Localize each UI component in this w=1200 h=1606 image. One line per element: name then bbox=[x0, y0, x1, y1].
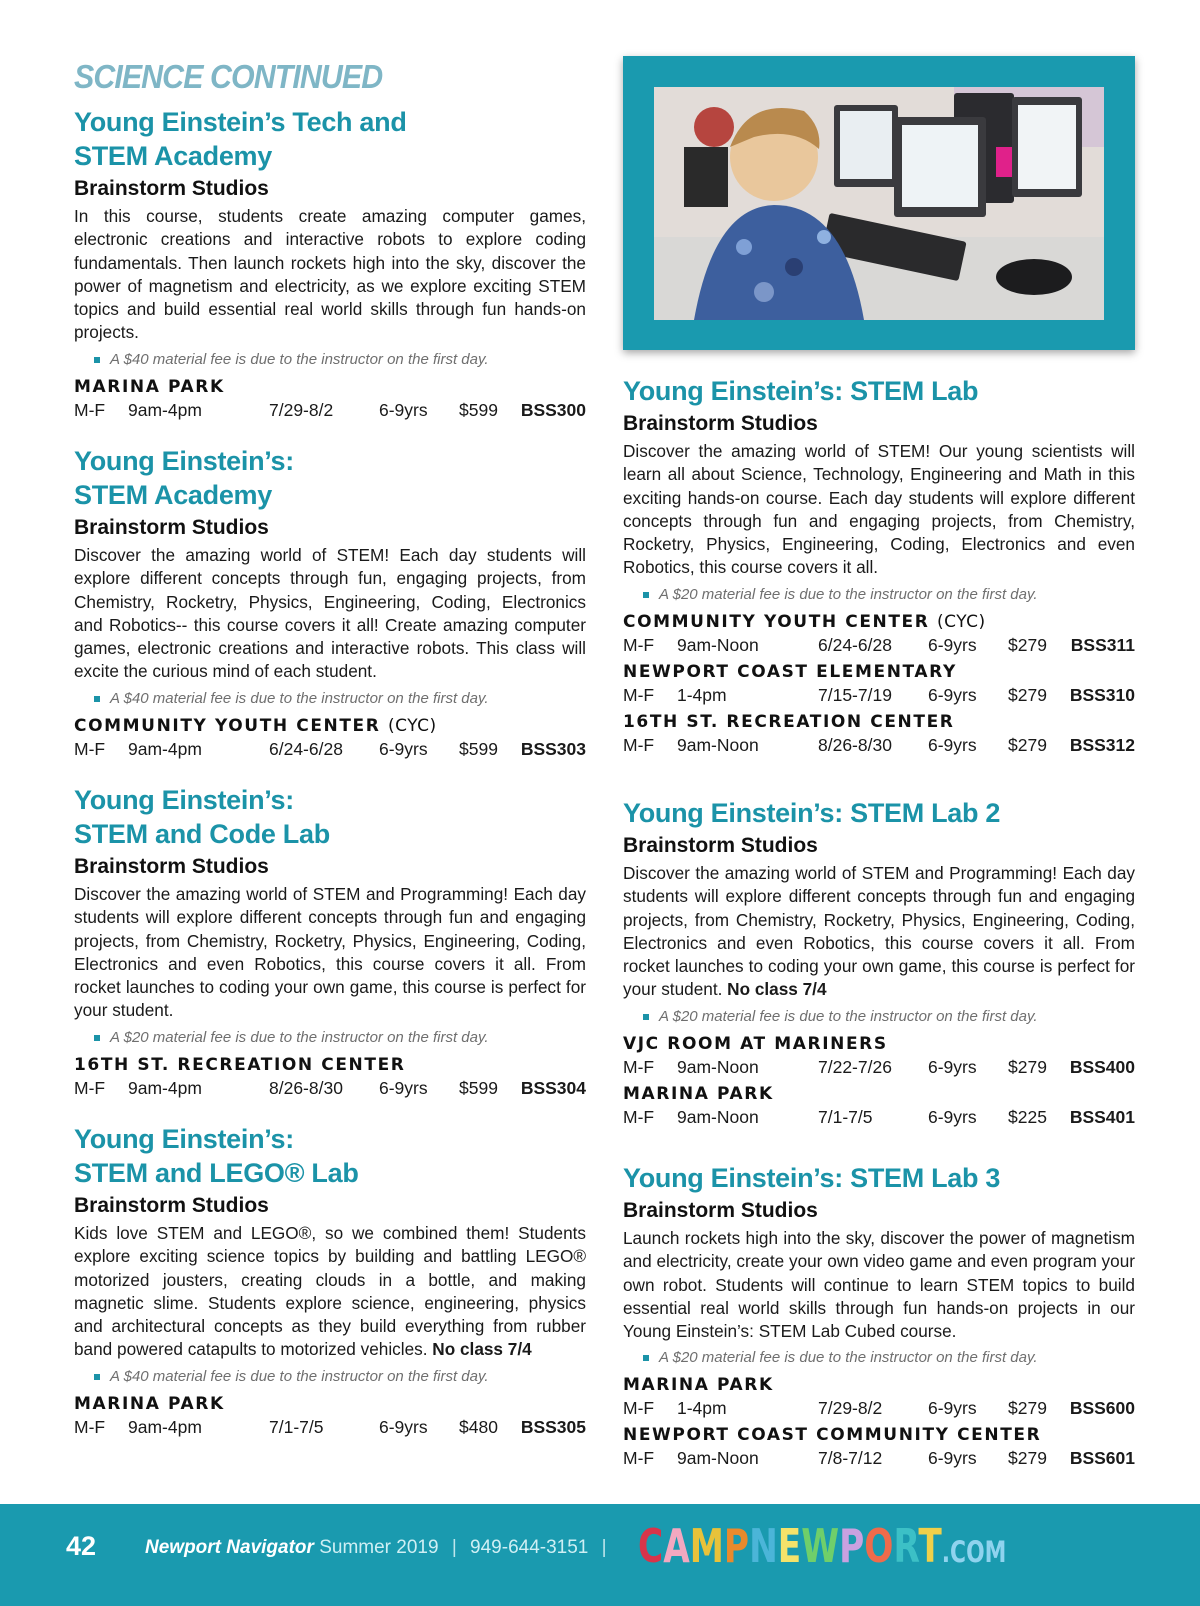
session-time: 9am-Noon bbox=[677, 1448, 759, 1469]
session-row bbox=[623, 633, 1135, 657]
provider-name: Brainstorm Studios bbox=[74, 177, 269, 200]
session-price: $599 bbox=[459, 1077, 498, 1098]
session-code[interactable]: BSS305 bbox=[520, 1416, 586, 1437]
location-label: 16TH ST. RECREATION CENTER bbox=[74, 1054, 406, 1075]
logo-letter: O bbox=[864, 1520, 894, 1574]
session-row bbox=[74, 1076, 586, 1100]
description-text: Discover the amazing world of STEM and Programming! Each day students will explore different concepts through fun and engaging projects, from Chemistry, Rocketry, Physics, Engineering, Coding, Electronics and even Robotics, this course covers it all. From rocket launches to coding your own game, this course is perfect for your student. bbox=[74, 884, 586, 1021]
provider-name: Brainstorm Studios bbox=[74, 855, 269, 878]
location-name bbox=[74, 1054, 586, 1076]
session-ages: 6-9yrs bbox=[928, 1398, 977, 1419]
location-name bbox=[623, 661, 1135, 683]
course-listing bbox=[74, 444, 586, 761]
logo-letter: P bbox=[839, 1520, 865, 1574]
session-dates: 8/26-8/30 bbox=[269, 1077, 343, 1098]
description-text: Launch rockets high into the sky, discover the power of magnetism and electricity, create your own video game and even program your own robot. Students will continue to learn STEM topics to build essential real world skills through fun hands-on projects in our Young Einstein’s: STEM Lab Cubed course. bbox=[623, 1228, 1135, 1342]
session-ages: 6-9yrs bbox=[928, 684, 977, 705]
session-code[interactable]: BSS300 bbox=[520, 399, 586, 420]
session-dates: 6/24-6/28 bbox=[269, 738, 343, 759]
location-name bbox=[74, 376, 586, 398]
session-days: M-F bbox=[623, 684, 655, 705]
location-name bbox=[74, 1393, 586, 1415]
location-label: MARINA PARK bbox=[623, 1375, 774, 1396]
phone-number[interactable]: 949-644-3151 bbox=[470, 1537, 589, 1558]
course-title: Young Einstein’s: STEM Lab 3 bbox=[623, 1163, 1001, 1193]
session-ages: 6-9yrs bbox=[379, 738, 428, 759]
location-name bbox=[623, 1424, 1135, 1446]
logo-letter: R bbox=[893, 1520, 919, 1574]
session-time: 9am-Noon bbox=[677, 634, 759, 655]
logo-letter: E bbox=[777, 1520, 802, 1574]
session-code[interactable]: BSS400 bbox=[1069, 1056, 1135, 1077]
session-row bbox=[623, 1446, 1135, 1470]
session-days: M-F bbox=[623, 1056, 655, 1077]
session-time: 9am-Noon bbox=[677, 1106, 759, 1127]
logo-text bbox=[638, 1520, 942, 1574]
session-row bbox=[74, 737, 586, 761]
session-code[interactable]: BSS600 bbox=[1069, 1398, 1135, 1419]
session-row bbox=[623, 1055, 1135, 1079]
no-class-note: No class 7/4 bbox=[727, 979, 827, 1000]
session-ages: 6-9yrs bbox=[928, 1056, 977, 1077]
logo-letter: C bbox=[638, 1520, 664, 1574]
location-label: MARINA PARK bbox=[74, 376, 225, 397]
course-title: STEM Academy bbox=[74, 141, 272, 171]
session-price: $279 bbox=[1008, 684, 1047, 705]
session-row bbox=[74, 1415, 586, 1439]
session-dates: 7/1-7/5 bbox=[818, 1106, 873, 1127]
classroom-photo bbox=[654, 87, 1104, 320]
logo-letter: N bbox=[749, 1520, 778, 1574]
session-dates: 7/8-7/12 bbox=[818, 1448, 883, 1469]
description-text: Discover the amazing world of STEM! Our young scientists will learn all about Science, Technology, Engineering and Math in this exciting hands-on course. Each day students will explore different concepts through fun and engaging projects, from Chemistry, Rocketry, Physics, Engineering, Coding, Electronics and even Robotics, this course covers it all. bbox=[623, 441, 1135, 578]
session-days: M-F bbox=[623, 634, 655, 655]
session-days: M-F bbox=[623, 1106, 655, 1127]
logo-letter: T bbox=[918, 1520, 942, 1574]
section-title: SCIENCE CONTINUED bbox=[74, 58, 383, 95]
no-class-note: No class 7/4 bbox=[432, 1339, 532, 1360]
course-listing bbox=[74, 783, 586, 1100]
session-dates: 6/24-6/28 bbox=[818, 634, 892, 655]
provider-name: Brainstorm Studios bbox=[623, 412, 818, 435]
course-description bbox=[74, 1222, 586, 1362]
location-name bbox=[623, 1374, 1135, 1396]
session-price: $279 bbox=[1008, 1448, 1047, 1469]
course-title: Young Einstein’s Tech and bbox=[74, 107, 407, 137]
session-price: $279 bbox=[1008, 734, 1047, 755]
session-price: $279 bbox=[1008, 1398, 1047, 1419]
course-title: STEM and Code Lab bbox=[74, 819, 330, 849]
session-dates: 7/22-7/26 bbox=[818, 1056, 892, 1077]
location-label: NEWPORT COAST COMMUNITY CENTER bbox=[623, 1425, 1042, 1446]
session-time: 9am-4pm bbox=[128, 738, 202, 759]
publication-brand: Newport Navigator bbox=[145, 1537, 314, 1558]
photo-frame bbox=[623, 56, 1135, 350]
session-days: M-F bbox=[623, 734, 655, 755]
campnewport-logo[interactable] bbox=[638, 1520, 1006, 1574]
description-text: In this course, students create amazing computer games, electronic creations and interactive robots to explore coding fundamentals. Then launch rockets high into the sky, discover the power of magnetism and electricity, as we explore exciting STEM topics and build essential real world skills through fun hands-on projects. bbox=[74, 206, 586, 343]
session-code[interactable]: BSS303 bbox=[520, 738, 586, 759]
session-time: 1-4pm bbox=[677, 684, 727, 705]
location-label: VJC ROOM AT MARINERS bbox=[623, 1033, 888, 1054]
course-listing bbox=[623, 796, 1135, 1129]
publication-info bbox=[145, 1537, 615, 1559]
course-listing bbox=[623, 1161, 1135, 1470]
session-days: M-F bbox=[74, 399, 106, 420]
logo-letter: M bbox=[689, 1520, 724, 1574]
description-text: Kids love STEM and LEGO®, so we combined them! Students explore exciting science topics by building and battling LEGO® motorized jousters, creating clouds in a bottle, and making magnetic slime. Students explore science, engineering, physics and architectural concepts as they build everything from rubber band powered catapults to motorized vehicles. bbox=[74, 1223, 586, 1360]
session-days: M-F bbox=[623, 1448, 655, 1469]
location-name bbox=[623, 611, 1135, 633]
session-row bbox=[623, 733, 1135, 757]
course-listing bbox=[74, 105, 586, 422]
material-fee-note: A $20 material fee is due to the instructor on the first day. bbox=[643, 1007, 1135, 1027]
course-title: Young Einstein’s: STEM Lab 2 bbox=[623, 798, 1001, 828]
session-code[interactable]: BSS601 bbox=[1069, 1448, 1135, 1469]
course-description bbox=[74, 205, 586, 345]
description-text: Discover the amazing world of STEM and Programming! Each day students will explore different concepts through fun and engaging projects, from Chemistry, Rocketry, Physics, Engineering, Coding, Electronics and even Robotics, this course covers it all. From rocket launches to coding your own game, this course is perfect for your student. bbox=[623, 863, 1135, 1000]
session-row bbox=[623, 683, 1135, 707]
session-time: 9am-Noon bbox=[677, 1056, 759, 1077]
course-title: Young Einstein’s: bbox=[74, 446, 294, 476]
session-ages: 6-9yrs bbox=[379, 1416, 428, 1437]
session-price: $279 bbox=[1008, 634, 1047, 655]
session-price: $225 bbox=[1008, 1106, 1047, 1127]
location-name bbox=[623, 711, 1135, 733]
course-title: Young Einstein’s: bbox=[74, 1124, 294, 1154]
course-description bbox=[623, 440, 1135, 580]
session-row bbox=[623, 1105, 1135, 1129]
material-fee-note: A $20 material fee is due to the instructor on the first day. bbox=[643, 585, 1135, 605]
provider-name: Brainstorm Studios bbox=[623, 834, 818, 857]
session-days: M-F bbox=[74, 1077, 106, 1098]
material-fee-note: A $40 material fee is due to the instructor on the first day. bbox=[94, 689, 586, 709]
session-ages: 6-9yrs bbox=[928, 1448, 977, 1469]
session-code[interactable]: BSS311 bbox=[1070, 634, 1135, 655]
location-label: COMMUNITY YOUTH CENTER bbox=[623, 611, 930, 632]
course-description bbox=[74, 883, 586, 1023]
session-row bbox=[74, 398, 586, 422]
course-title: STEM and LEGO® Lab bbox=[74, 1158, 359, 1188]
session-time: 9am-Noon bbox=[677, 734, 759, 755]
footer-bar bbox=[0, 1504, 1200, 1606]
session-dates: 8/26-8/30 bbox=[818, 734, 892, 755]
provider-name: Brainstorm Studios bbox=[74, 1194, 269, 1217]
session-ages: 6-9yrs bbox=[928, 734, 977, 755]
location-label: MARINA PARK bbox=[623, 1083, 774, 1104]
logo-letter: P bbox=[723, 1520, 750, 1574]
course-description bbox=[623, 862, 1135, 1002]
separator: | bbox=[601, 1537, 607, 1558]
session-dates: 7/15-7/19 bbox=[818, 684, 892, 705]
session-price: $599 bbox=[459, 738, 498, 759]
course-description bbox=[623, 1227, 1135, 1343]
description-text: Discover the amazing world of STEM! Each day students will explore different concepts through fun, engaging projects, from Chemistry, Rocketry, Physics, Engineering, Coding, Electronics and Robotics-- this course covers it all! Create amazing computer games, electronic creations and interactive robots. This class will excite the curious mind of each student. bbox=[74, 545, 586, 682]
logo-letter: A bbox=[663, 1520, 690, 1574]
location-label: MARINA PARK bbox=[74, 1393, 225, 1414]
location-name bbox=[74, 715, 586, 737]
session-time: 9am-4pm bbox=[128, 1416, 202, 1437]
separator: | bbox=[451, 1537, 457, 1558]
session-days: M-F bbox=[623, 1398, 655, 1419]
session-days: M-F bbox=[74, 1416, 106, 1437]
provider-name: Brainstorm Studios bbox=[74, 516, 269, 539]
material-fee-note: A $20 material fee is due to the instructor on the first day. bbox=[94, 1028, 586, 1048]
course-description bbox=[74, 544, 586, 684]
session-days: M-F bbox=[74, 738, 106, 759]
session-code[interactable]: BSS304 bbox=[520, 1077, 586, 1098]
session-time: 9am-4pm bbox=[128, 399, 202, 420]
session-dates: 7/1-7/5 bbox=[269, 1416, 324, 1437]
session-price: $599 bbox=[459, 399, 498, 420]
session-price: $480 bbox=[459, 1416, 498, 1437]
session-row bbox=[623, 1396, 1135, 1420]
publication-edition: Summer 2019 bbox=[319, 1537, 439, 1558]
session-code[interactable]: BSS312 bbox=[1069, 734, 1135, 755]
session-ages: 6-9yrs bbox=[928, 634, 977, 655]
material-fee-note: A $40 material fee is due to the instructor on the first day. bbox=[94, 1367, 586, 1387]
location-name bbox=[623, 1083, 1135, 1105]
material-fee-note: A $40 material fee is due to the instructor on the first day. bbox=[94, 350, 586, 370]
course-listing bbox=[623, 374, 1135, 757]
session-ages: 6-9yrs bbox=[379, 399, 428, 420]
location-label: 16TH ST. RECREATION CENTER bbox=[623, 711, 955, 732]
session-time: 1-4pm bbox=[677, 1398, 727, 1419]
page-number: 42 bbox=[66, 1531, 97, 1561]
logo-letter: W bbox=[801, 1520, 840, 1574]
course-title: Young Einstein’s: STEM Lab bbox=[623, 376, 979, 406]
session-code[interactable]: BSS310 bbox=[1069, 684, 1135, 705]
logo-suffix: .COM bbox=[941, 1534, 1007, 1570]
provider-name: Brainstorm Studios bbox=[623, 1199, 818, 1222]
session-time: 9am-4pm bbox=[128, 1077, 202, 1098]
location-label: NEWPORT COAST ELEMENTARY bbox=[623, 661, 957, 682]
course-listing bbox=[74, 1122, 586, 1439]
session-price: $279 bbox=[1008, 1056, 1047, 1077]
location-abbr: (CYC) bbox=[937, 611, 986, 632]
session-dates: 7/29-8/2 bbox=[818, 1398, 883, 1419]
session-code[interactable]: BSS401 bbox=[1069, 1106, 1135, 1127]
location-label: COMMUNITY YOUTH CENTER bbox=[74, 715, 381, 736]
location-abbr: (CYC) bbox=[388, 715, 437, 736]
material-fee-note: A $20 material fee is due to the instructor on the first day. bbox=[643, 1348, 1135, 1368]
session-ages: 6-9yrs bbox=[379, 1077, 428, 1098]
classroom-photo-illustration bbox=[654, 87, 1104, 320]
course-title: Young Einstein’s: bbox=[74, 785, 294, 815]
location-name bbox=[623, 1033, 1135, 1055]
course-title: STEM Academy bbox=[74, 480, 272, 510]
session-dates: 7/29-8/2 bbox=[269, 399, 334, 420]
session-ages: 6-9yrs bbox=[928, 1106, 977, 1127]
